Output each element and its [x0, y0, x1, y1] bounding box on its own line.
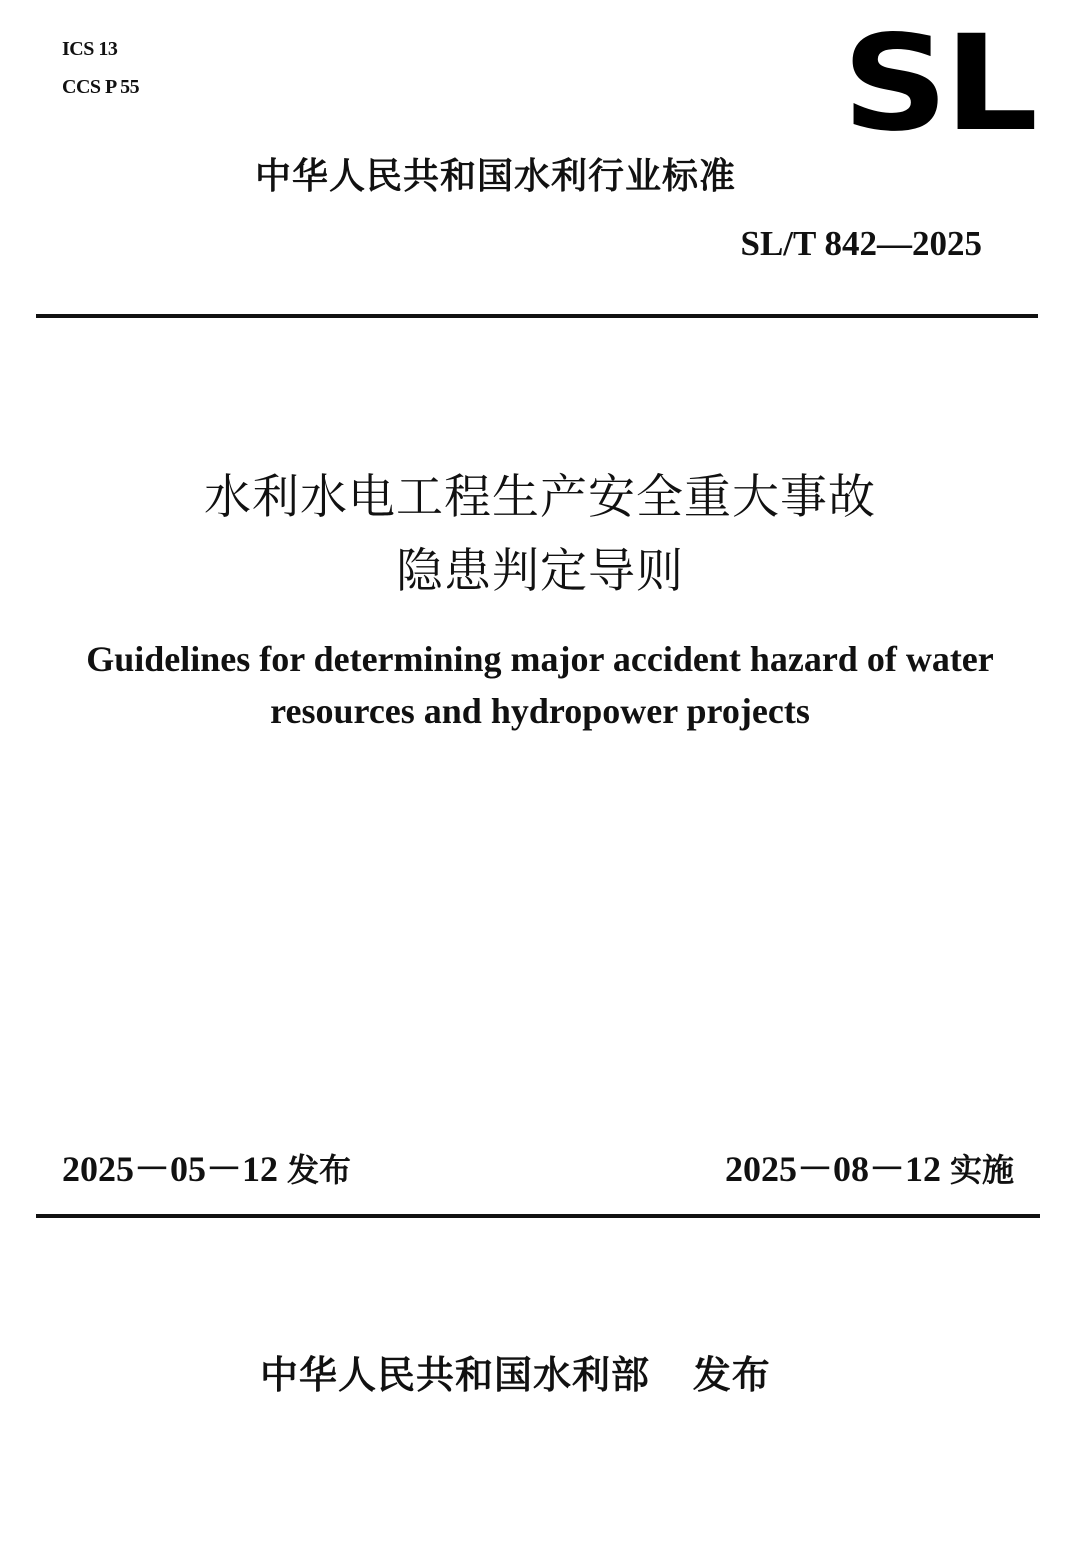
title-cn-line1: 水利水电工程生产安全重大事故 [204, 470, 876, 525]
implement-label: 实施 [949, 1151, 1014, 1189]
issue-date: 2025－05－12 [62, 1149, 279, 1189]
ics-code: ICS 13 [62, 38, 118, 60]
implement-date-block [725, 1146, 1014, 1193]
title-en-line1: Guidelines for determining major accident hazard of water [86, 639, 994, 679]
issue-label: 发布 [287, 1151, 352, 1189]
publisher-name: 中华人民共和国水利部 [260, 1353, 651, 1397]
bottom-divider [36, 1214, 1040, 1218]
sl-logo: SL [842, 7, 1034, 161]
top-divider [36, 314, 1038, 318]
publisher-action: 发布 [692, 1353, 771, 1397]
industry-standard-title: 中华人民共和国水利行业标准 [255, 156, 737, 197]
ccs-code: CCS P 55 [62, 76, 140, 98]
issue-date-block [62, 1146, 351, 1193]
title-cn-line2: 隐患判定导则 [396, 544, 684, 599]
standard-number: SL/T 842—2025 [740, 224, 982, 263]
title-en-line2: resources and hydropower projects [270, 691, 810, 731]
implement-date: 2025－08－12 [724, 1149, 941, 1189]
publisher-line [260, 1350, 771, 1400]
